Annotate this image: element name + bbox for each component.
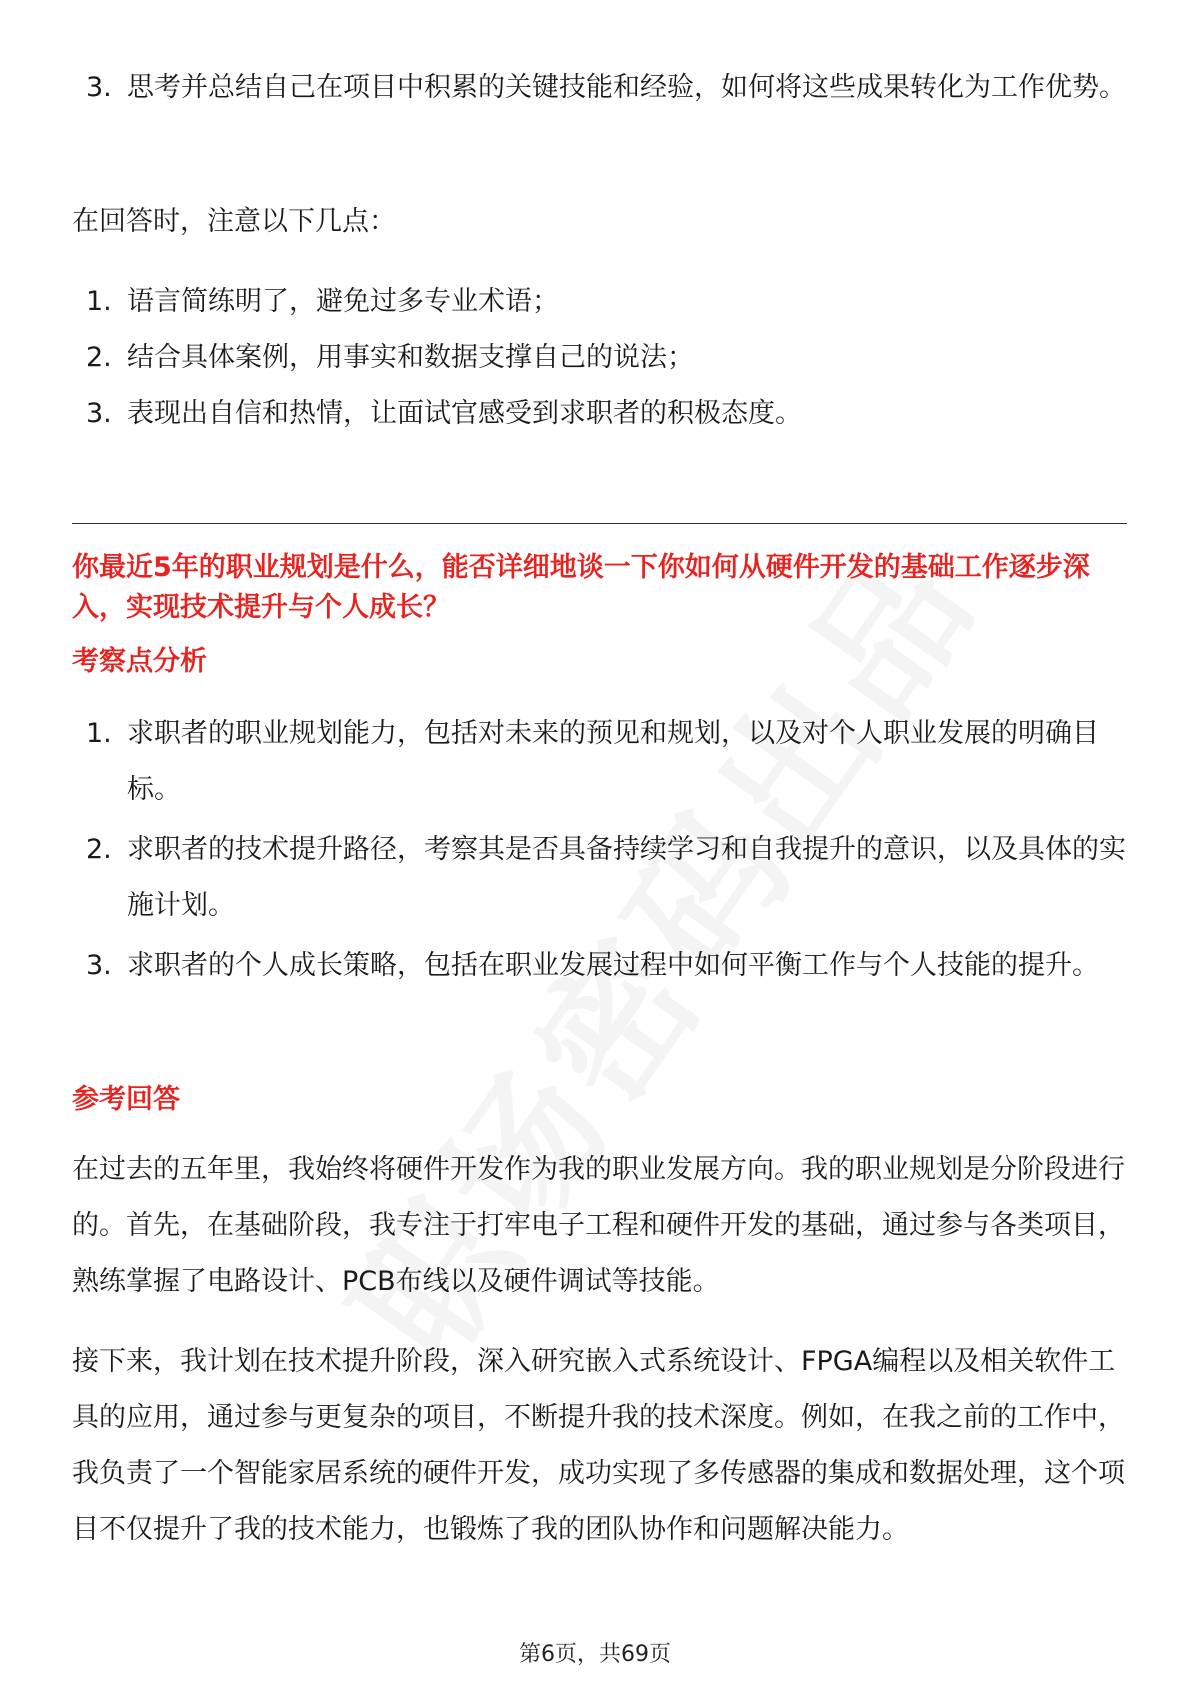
notes-heading: 在回答时，注意以下几点： [72, 206, 396, 237]
list-text: 求职者的个人成长策略，包括在职业发展过程中如何平衡工作与个人技能的提升。 [127, 950, 1099, 981]
analysis-list [72, 706, 1127, 994]
section-divider [72, 523, 1127, 524]
answer-paragraph: 在过去的五年里，我始终将硬件开发作为我的职业发展方向。我的职业规划是分阶段进行的。首先，在基础阶段，我专注于打牢电子工程和硬件开发的基础，通过参与各类项目，熟练掌握了电路设计、PCB布线以及硬件调试等技能。 [72, 1154, 1125, 1297]
list-text: 结合具体案例，用事实和数据支撑自己的说法； [127, 342, 694, 373]
list-number: 3. [86, 398, 112, 429]
list-number: 1. [86, 718, 112, 749]
list-item [72, 274, 1127, 330]
list-item [72, 822, 1127, 934]
list-number: 3. [86, 72, 112, 103]
analysis-heading: 考察点分析 [72, 646, 207, 677]
list-text: 求职者的职业规划能力，包括对未来的预见和规划，以及对个人职业发展的明确目标。 [127, 718, 1099, 805]
page-footer: 第6页，共69页 [519, 1642, 671, 1667]
list-text: 表现出自信和热情，让面试官感受到求职者的积极态度。 [127, 398, 802, 429]
list-item [72, 938, 1127, 994]
list-text: 求职者的技术提升路径，考察其是否具备持续学习和自我提升的意识，以及具体的实施计划。 [127, 834, 1126, 921]
list-item [72, 330, 1127, 386]
interview-question: 你最近5年的职业规划是什么，能否详细地谈一下你如何从硬件开发的基础工作逐步深入，实现技术提升与个人成长？ [72, 552, 1090, 623]
list-text: 语言简练明了，避免过多专业术语； [127, 286, 559, 317]
list-item [72, 60, 1127, 116]
list-item [72, 386, 1127, 442]
answer-heading: 参考回答 [72, 1084, 180, 1115]
intro-list [72, 60, 1127, 116]
list-number: 3. [86, 950, 112, 981]
list-item [72, 706, 1127, 818]
list-number: 2. [86, 342, 112, 373]
notes-list [72, 274, 1127, 442]
list-number: 2. [86, 834, 112, 865]
answer-paragraph: 接下来，我计划在技术提升阶段，深入研究嵌入式系统设计、FPGA编程以及相关软件工具的应用，通过参与更复杂的项目，不断提升我的技术深度。例如，在我之前的工作中，我负责了一个智能家居系统的硬件开发，成功实现了多传感器的集成和数据处理，这个项目不仅提升了我的技术能力，也锻炼了我的团队协作和问题解决能力。 [72, 1346, 1125, 1545]
list-text: 思考并总结自己在项目中积累的关键技能和经验，如何将这些成果转化为工作优势。 [127, 72, 1126, 103]
list-number: 1. [86, 286, 112, 317]
